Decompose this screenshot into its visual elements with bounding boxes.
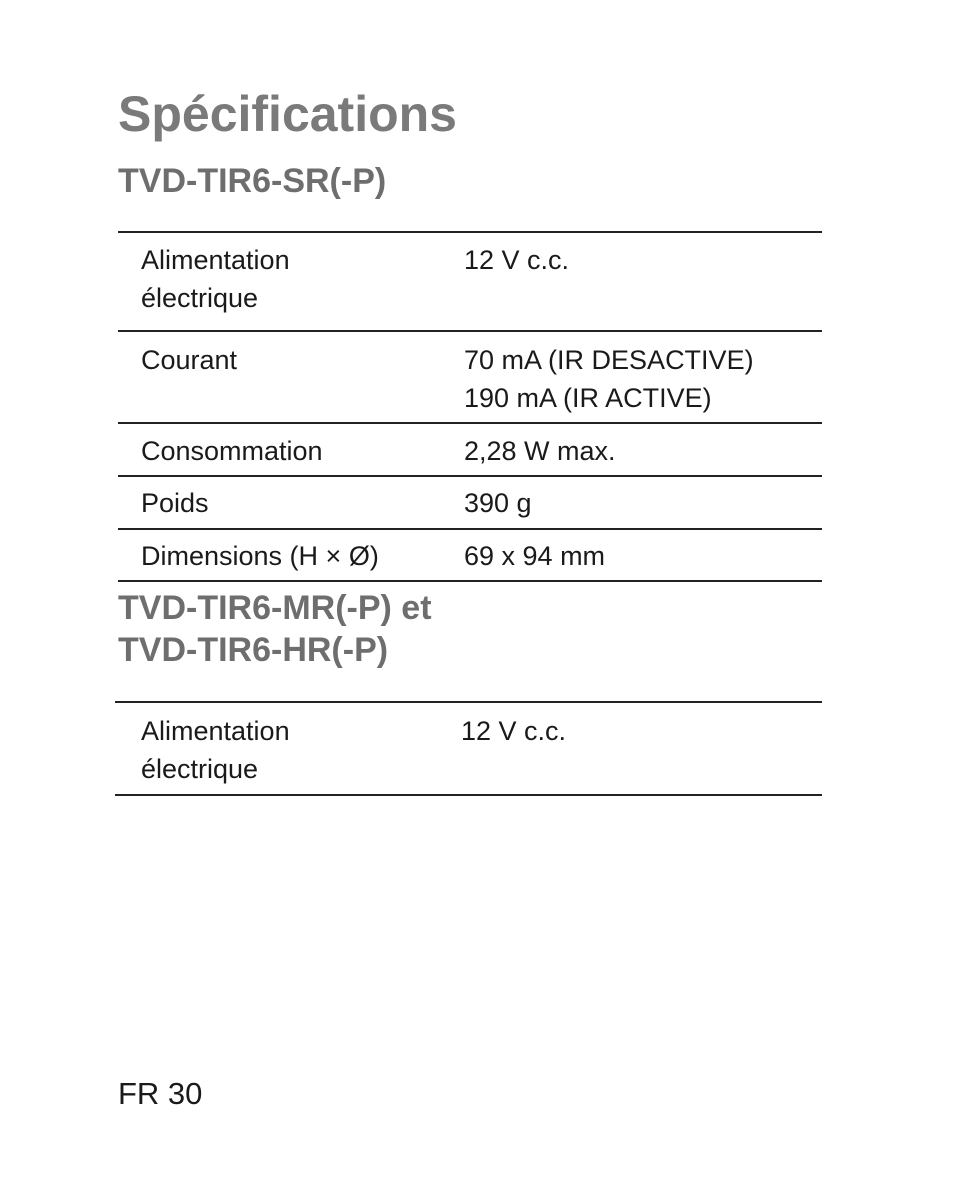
spec-value: [461, 702, 822, 795]
section-title-line: TVD-TIR6-MR(-P) et: [118, 589, 432, 627]
spec-label-line: électrique: [141, 283, 259, 313]
spec-row-courant: [118, 331, 822, 423]
spec-label-line: Alimentation: [141, 245, 290, 275]
spec-label-line: Dimensions (H × Ø): [141, 541, 379, 571]
spec-table-tvd-tir6-sr: [118, 231, 822, 582]
spec-label: [115, 702, 461, 795]
spec-value-line: 70 mA (IR DESACTIVE): [464, 345, 754, 375]
spec-label: [118, 331, 464, 423]
section-title-tvd-tir6-mr-hr: [118, 587, 432, 671]
section-title-line: TVD-TIR6-HR(-P): [118, 631, 389, 669]
section-title-line: TVD-TIR6-SR(-P): [118, 162, 387, 200]
spec-label: [118, 476, 464, 529]
section-title-tvd-tir6-sr: [118, 160, 386, 202]
page-number: FR 30: [118, 1076, 203, 1111]
spec-label: [118, 232, 464, 331]
spec-value-line: 2,28 W max.: [464, 436, 616, 466]
spec-label: [118, 529, 464, 581]
spec-row-alimentation: [118, 232, 822, 331]
page-title: Spécifications: [118, 86, 457, 142]
spec-value-line: 12 V c.c.: [464, 245, 570, 275]
spec-row-alimentation: [115, 702, 822, 795]
spec-value: [464, 476, 822, 529]
spec-row-consommation: [118, 423, 822, 476]
spec-label-line: Courant: [141, 345, 238, 375]
spec-value-line: 69 x 94 mm: [464, 541, 606, 571]
spec-label-line: Alimentation: [141, 716, 290, 746]
spec-label-line: Consommation: [141, 436, 323, 466]
spec-value: [464, 529, 822, 581]
spec-value: [464, 331, 822, 423]
spec-value-line: 390 g: [464, 488, 532, 518]
spec-row-poids: [118, 476, 822, 529]
spec-row-dimensions: [118, 529, 822, 581]
spec-value-line: 12 V c.c.: [461, 716, 567, 746]
spec-table-tvd-tir6-mr-hr: [115, 701, 822, 796]
spec-label: [118, 423, 464, 476]
spec-value-line: 190 mA (IR ACTIVE): [464, 383, 712, 413]
spec-value: [464, 423, 822, 476]
spec-label-line: électrique: [141, 754, 259, 784]
spec-label-line: Poids: [141, 488, 209, 518]
spec-value: [464, 232, 822, 331]
